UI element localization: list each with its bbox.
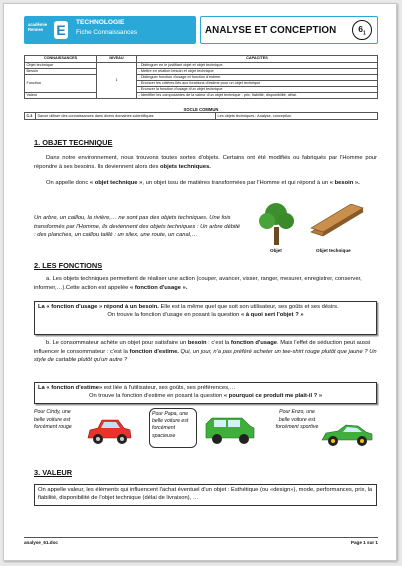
cell-capacity: - Enoncer les critères liés aux fonctions d'estime pour un objet technique	[137, 80, 378, 86]
section2-para-a	[34, 275, 377, 292]
caption-object: Objet	[270, 248, 282, 253]
car-caption-cindy: Pour Cindy, une belle voiture est forcément rouge	[34, 409, 72, 430]
socle-items: Les objets techniques : Analyse, conception.	[216, 113, 378, 120]
document-page	[3, 3, 397, 561]
section1-para2-b: « objet technique »	[89, 180, 143, 186]
subject-label: TECHNOLOGIE	[76, 19, 125, 26]
estime-box-bold: La « fonction d'estime»	[38, 385, 103, 391]
header	[24, 16, 378, 44]
section1-para2-c: , un objet issu de matières transformées par l'Homme et qui répond à un	[142, 180, 329, 186]
estime-box-line1	[38, 384, 373, 392]
estime-function-box	[34, 382, 377, 404]
cell-capacity: - Identifier les composantes de la valeur d'un objet technique : prix, fiabilité, disponibilité, délai.	[137, 92, 378, 98]
section1-title: 1. OBJET TECHNIQUE	[34, 138, 113, 147]
section1-para1-bold: objets techniques.	[160, 163, 211, 170]
cell-capacity: - Distinguer en le justifiant objet et objet technique.	[137, 62, 378, 68]
estime-box-question-intro: On trouve la fonction d'estime en posant la question	[88, 393, 223, 400]
col-header-knowledge: CONNAISSANCES	[25, 56, 97, 63]
van-window-2	[228, 420, 240, 427]
tree-image	[256, 200, 298, 246]
car-caption-papa: Pour Papa, une belle voiture est forcément spacieuse	[149, 408, 197, 448]
sport-car-image	[320, 420, 374, 450]
red-car-image	[84, 416, 134, 448]
badge-sub: 1	[362, 30, 366, 37]
cell-knowledge: Besoin	[25, 68, 97, 74]
cell-capacity: - Enoncer la fonction d'usage d'un objet technique	[137, 86, 378, 92]
header-title-panel	[200, 16, 378, 44]
van-wheel-front	[212, 434, 222, 444]
badge-number: 6	[358, 23, 363, 34]
footer-page-number: Page 1 sur 1	[350, 540, 378, 545]
section2-para-b-f: fonction d'estime.	[129, 348, 179, 355]
sport-car-hub-front	[331, 439, 335, 443]
competences-table	[24, 55, 378, 99]
cell-knowledge: Fonction	[25, 74, 97, 92]
doc-type-label: Fiche Connaissances	[76, 29, 138, 36]
logo-text: académie Rennes	[28, 22, 48, 32]
section2-title: 2. LES FONCTIONS	[34, 261, 103, 270]
estime-box-question: « pourquoi ce produit me plait-il ? »	[223, 393, 323, 400]
footer-filename: analyse_61.doc	[24, 540, 58, 545]
usage-box-line2	[38, 311, 373, 319]
tree-trunk	[274, 227, 279, 245]
section1-para1	[34, 154, 377, 171]
cell-capacity: - Distinguer fonction d'usage et fonction d'estime.	[137, 74, 378, 80]
caption-tech-object: Objet technique	[316, 248, 351, 253]
socle-table	[24, 112, 378, 120]
car-caption-enzo: Pour Enzo, une belle voiture est forcément sportive	[275, 409, 319, 430]
col-header-capacity: CAPACITES	[137, 56, 378, 63]
section1-para2-a: On appelle donc	[46, 180, 89, 186]
academy-logo	[28, 19, 70, 41]
red-car-hub-back	[120, 437, 124, 441]
section1-example: Un arbre, un caillou, la rivière,… ne sont pas des objets techniques. Une fois transformés par l'Homme, ils deviennent des objets techniques : Un arbre débité : des planches, un caillou taillé : un silex, une route, un canal,…	[34, 215, 241, 238]
cell-knowledge: Objet technique	[25, 62, 97, 68]
socle-text: Savoir utiliser des connaissances dans divers domaines scientifiques	[36, 113, 216, 120]
red-car-hub-front	[96, 437, 100, 441]
table-row	[25, 92, 378, 98]
page-footer	[24, 537, 378, 545]
socle-title: SOCLE COMMUN	[183, 107, 219, 112]
usage-function-box	[34, 301, 377, 335]
section1-para2	[34, 179, 377, 188]
usage-box-question-intro: On trouve la fonction d'usage en posant la question	[107, 312, 240, 319]
value-box: On appelle valeur, les éléments qui influencent l'achat éventuel d'un objet : Esthétique (ou «design»), mode, performances, prix, la fiabilité, disponibilité de l'objet technique (délai de livraison), …	[34, 484, 377, 506]
estime-box-line2	[38, 392, 373, 400]
logo-letter: E	[54, 21, 68, 39]
cell-knowledge: Valeur	[25, 92, 97, 98]
section2-para-b-d: fonction d'usage	[230, 340, 277, 346]
section2-para-b-a: b. Le consommateur achète un objet pour satisfaire un	[46, 340, 187, 346]
sport-car-hub-back	[360, 439, 364, 443]
usage-box-bold: La « fonction d'usage » répond à un besoin.	[38, 304, 159, 310]
col-header-level: NIVEAU	[97, 56, 137, 63]
header-left-panel	[24, 16, 196, 44]
usage-box-line1	[38, 303, 373, 311]
van-window-1	[214, 420, 226, 427]
yellow-van-image	[202, 414, 258, 448]
section1-para1-text: Dans notre environnement, nous trouvons toutes sortes d'objets. Certains ont été modifiés ou fabriqués par l'Homme pour répondre à ses besoins. Ils deviennent alors des	[34, 155, 377, 170]
page-title: ANALYSE ET CONCEPTION	[205, 25, 337, 36]
section1-para2-d: « besoin ».	[329, 180, 360, 186]
sheet-number-badge	[352, 20, 372, 40]
table-row	[25, 113, 378, 120]
section2-para-a-bold: « fonction d'usage ».	[130, 284, 188, 291]
section2-para-b-c: : c'est la	[208, 340, 230, 346]
section3-title: 3. VALEUR	[34, 468, 73, 477]
section2-para-b	[34, 339, 377, 365]
socle-code: C.3	[25, 113, 36, 120]
section2-para-b-b: besoin	[187, 340, 207, 346]
planks-image	[309, 204, 365, 240]
section2-para-b-e: . Mais l'effet de séduction peut aussi influencer le consommateur : c'est la	[34, 340, 371, 355]
tree-canopy-right	[278, 213, 294, 229]
tree-canopy-left	[259, 213, 275, 229]
usage-box-question: « à quoi sert l'objet ? »	[240, 312, 304, 319]
van-wheel-back	[239, 434, 249, 444]
section2-para-b-italic: Qui, un jour, n'a pas préféré acheter un tee-shirt rouge plutôt que jaune ? Un style de cartable plutôt qu'un autre ?	[34, 348, 377, 363]
usage-box-text: Elle est la même quel que soit son utilisateur, ses goûts et ses désirs.	[160, 304, 339, 310]
estime-box-text: est liée à l'utilisateur, ses goûts, ses préférences,…	[103, 385, 236, 391]
section2-para-a-text: a. Les objets techniques permettent de réaliser une action (couper, avancer, visser, ranger, mesurer, enregistrer, conserver, informer,…).Cette action est appelée	[34, 276, 362, 291]
cell-capacity: - Mettre en relation besoin et objet technique	[137, 68, 378, 74]
cell-level: 1	[97, 62, 137, 99]
